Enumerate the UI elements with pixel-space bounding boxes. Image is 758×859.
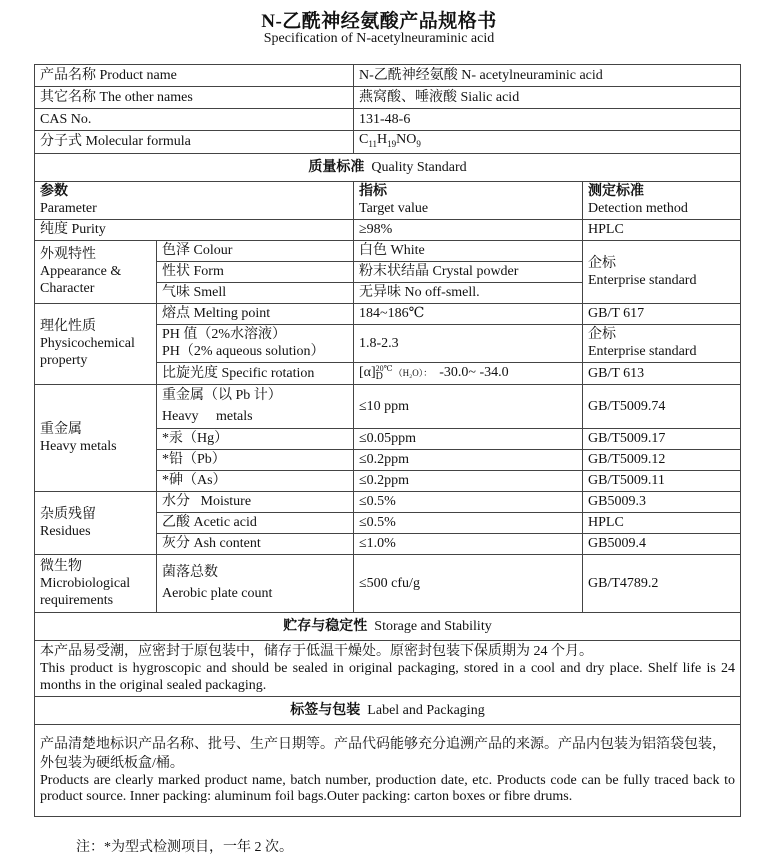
heavy-group-en: Heavy metals (40, 438, 117, 454)
hg-value: ≤0.05ppm (354, 428, 583, 449)
moisture-method: GB5009.3 (583, 491, 741, 512)
micro-group (35, 554, 157, 612)
ph-method (583, 324, 741, 362)
cas-label: CAS No. (35, 109, 354, 131)
product-name-label: 产品名称 Product name (35, 65, 354, 87)
rotation-label: 比旋光度 Specific rotation (157, 362, 354, 384)
colour-value: 白色 White (354, 240, 583, 261)
moisture-label: 水分 Moisture (157, 491, 354, 512)
purity-label: 纯度 Purity (35, 219, 354, 240)
residues-group (35, 491, 157, 554)
footnote: 注：*为型式检测项目，一年 2 次。 (76, 840, 293, 855)
rotation-symbol: [α] (359, 365, 376, 381)
rotation-value: -30.0~ -34.0 (439, 365, 509, 381)
physico-group (35, 303, 157, 384)
row-purity (35, 219, 741, 240)
melting-label: 熔点 Melting point (157, 303, 354, 324)
storage-section-en: Storage and Stability (374, 618, 492, 634)
formula-c-sub: 11 (368, 138, 378, 149)
purity-value: ≥98% (354, 219, 583, 240)
ash-value: ≤1.0% (354, 533, 583, 554)
formula-label: 分子式 Molecular formula (35, 131, 354, 154)
param-header-en: Parameter (40, 201, 97, 217)
appearance-group-en: Appearance & Character (40, 264, 122, 297)
row-cas (35, 109, 741, 131)
ph-label (157, 324, 354, 362)
formula-value (354, 131, 741, 154)
pb-label: *铅（Pb） (157, 449, 354, 470)
storage-section-header (35, 612, 741, 640)
rotation-method: GB/T 613 (583, 362, 741, 384)
row-product-name (35, 65, 741, 87)
form-value: 粉末状结晶 Crystal powder (354, 261, 583, 282)
appearance-group-cn: 外观特性 (40, 247, 96, 263)
row-formula (35, 131, 741, 154)
method-header-cn: 测定标准 (588, 184, 644, 200)
other-names-value: 燕窝酸、唾液酸 Sialic acid (354, 87, 741, 109)
quality-column-header (35, 181, 741, 219)
label-section-en: Label and Packaging (367, 702, 485, 718)
formula-no-sub: 9 (416, 138, 421, 149)
as-method: GB/T5009.11 (583, 470, 741, 491)
quality-section-en: Quality Standard (371, 159, 467, 175)
rotation-sup: 20℃ (375, 364, 393, 374)
row-micro (35, 554, 741, 612)
metals-method: GB/T5009.74 (583, 384, 741, 428)
rotation-paren: （H₂O）： (393, 368, 433, 379)
row-moisture (35, 491, 741, 512)
residues-group-en: Residues (40, 523, 91, 539)
metals-label-en: Heavy metals (162, 409, 253, 425)
smell-value: 无异味 No off-smell. (354, 282, 583, 303)
hg-method: GB/T5009.17 (583, 428, 741, 449)
document-title: N-乙酰神经氨酸产品规格书 (261, 11, 497, 32)
formula-c: C (359, 132, 369, 147)
form-label: 性状 Form (157, 261, 354, 282)
as-label: *砷（As） (157, 470, 354, 491)
appearance-group (35, 240, 157, 303)
appearance-method (583, 240, 741, 303)
smell-label: 气味 Smell (157, 282, 354, 303)
ph-label-en: PH（2% aqueous solution） (162, 344, 325, 360)
target-header-en: Target value (359, 201, 429, 217)
storage-text-cn: 本产品易受潮，应密封于原包装中，储存于低温干燥处。原密封包装下保质期为 24 个月。 (40, 643, 593, 659)
moisture-value: ≤0.5% (354, 491, 583, 512)
row-heavy-metals (35, 384, 741, 428)
acetic-value: ≤0.5% (354, 512, 583, 533)
micro-group-en: Microbiological requirements (40, 575, 131, 608)
metals-label-cn: 重金属（以 Pb 计） (162, 388, 282, 404)
formula-no: NO (396, 132, 417, 147)
formula-h: H (377, 132, 388, 147)
heavy-group-cn: 重金属 (40, 421, 82, 437)
label-text-row (35, 724, 741, 816)
cas-value: 131-48-6 (354, 109, 741, 131)
micro-value: ≤500 cfu/g (354, 554, 583, 612)
label-text-en: Products are clearly marked product name, batch number, production date, etc. Products code can be fully traced back to product source. Inner packing: aluminum foil bags.Outer packing: carton boxes or fibre drums. (40, 773, 736, 805)
ash-method: GB5009.4 (583, 533, 741, 554)
melting-method: GB/T 617 (583, 303, 741, 324)
row-melting-point (35, 303, 741, 324)
row-colour (35, 240, 741, 261)
rotation-sub: D (375, 371, 383, 383)
appearance-method-en: Enterprise standard (588, 272, 697, 288)
appearance-method-cn: 企标 (588, 255, 616, 271)
label-section-cn: 标签与包装 (290, 702, 361, 718)
ph-method-en: Enterprise standard (588, 344, 697, 360)
quality-section-header (35, 153, 741, 181)
micro-label-en: Aerobic plate count (162, 586, 273, 602)
storage-text-en: This product is hygroscopic and should be sealed in original packaging, stored in a cool and dry place. Shelf life is 24 months in the original sealed packaging. (40, 660, 736, 693)
label-section-header (35, 696, 741, 724)
hg-label: *汞（Hg） (157, 428, 354, 449)
storage-section-cn: 贮存与稳定性 (283, 618, 368, 634)
target-header-cn: 指标 (359, 184, 387, 200)
purity-method: HPLC (583, 219, 741, 240)
storage-text-row (35, 640, 741, 696)
micro-label (157, 554, 354, 612)
ash-label: 灰分 Ash content (157, 533, 354, 554)
pb-method: GB/T5009.12 (583, 449, 741, 470)
micro-group-cn: 微生物 (40, 558, 82, 574)
ph-label-cn: PH 值（2%水溶液） (162, 327, 287, 343)
row-other-names (35, 87, 741, 109)
as-value: ≤0.2ppm (354, 470, 583, 491)
method-header-en: Detection method (588, 201, 688, 217)
label-text-cn: 产品清楚地标识产品名称、批号、生产日期等。产品代码能够充分追溯产品的来源。产品内包装为铝箔袋包装，外包装为硬纸板盒/桶。 (40, 737, 726, 772)
acetic-label: 乙酸 Acetic acid (157, 512, 354, 533)
other-names-label: 其它名称 The other names (35, 87, 354, 109)
product-name-value: N-乙酰神经氨酸 N- acetylneuraminic acid (354, 65, 741, 87)
heavy-group (35, 384, 157, 491)
rotation-value-cell (354, 362, 583, 384)
metals-value: ≤10 ppm (354, 384, 583, 428)
micro-method: GB/T4789.2 (583, 554, 741, 612)
quality-section-cn: 质量标准 (308, 159, 365, 175)
document-subtitle: Specification of N-acetylneuraminic acid (263, 31, 495, 46)
physico-group-en: Physicochemical property (40, 336, 135, 369)
param-header-cn: 参数 (40, 184, 68, 200)
ph-value: 1.8-2.3 (354, 324, 583, 362)
micro-label-cn: 菌落总数 (162, 565, 218, 581)
spec-table (34, 64, 741, 817)
physico-group-cn: 理化性质 (40, 319, 96, 335)
formula-h-sub: 19 (387, 138, 397, 149)
residues-group-cn: 杂质残留 (40, 506, 96, 522)
acetic-method: HPLC (583, 512, 741, 533)
ph-method-cn: 企标 (588, 327, 616, 343)
melting-value: 184~186℃ (354, 303, 583, 324)
metals-label (157, 384, 354, 428)
colour-label: 色泽 Colour (157, 240, 354, 261)
pb-value: ≤0.2ppm (354, 449, 583, 470)
